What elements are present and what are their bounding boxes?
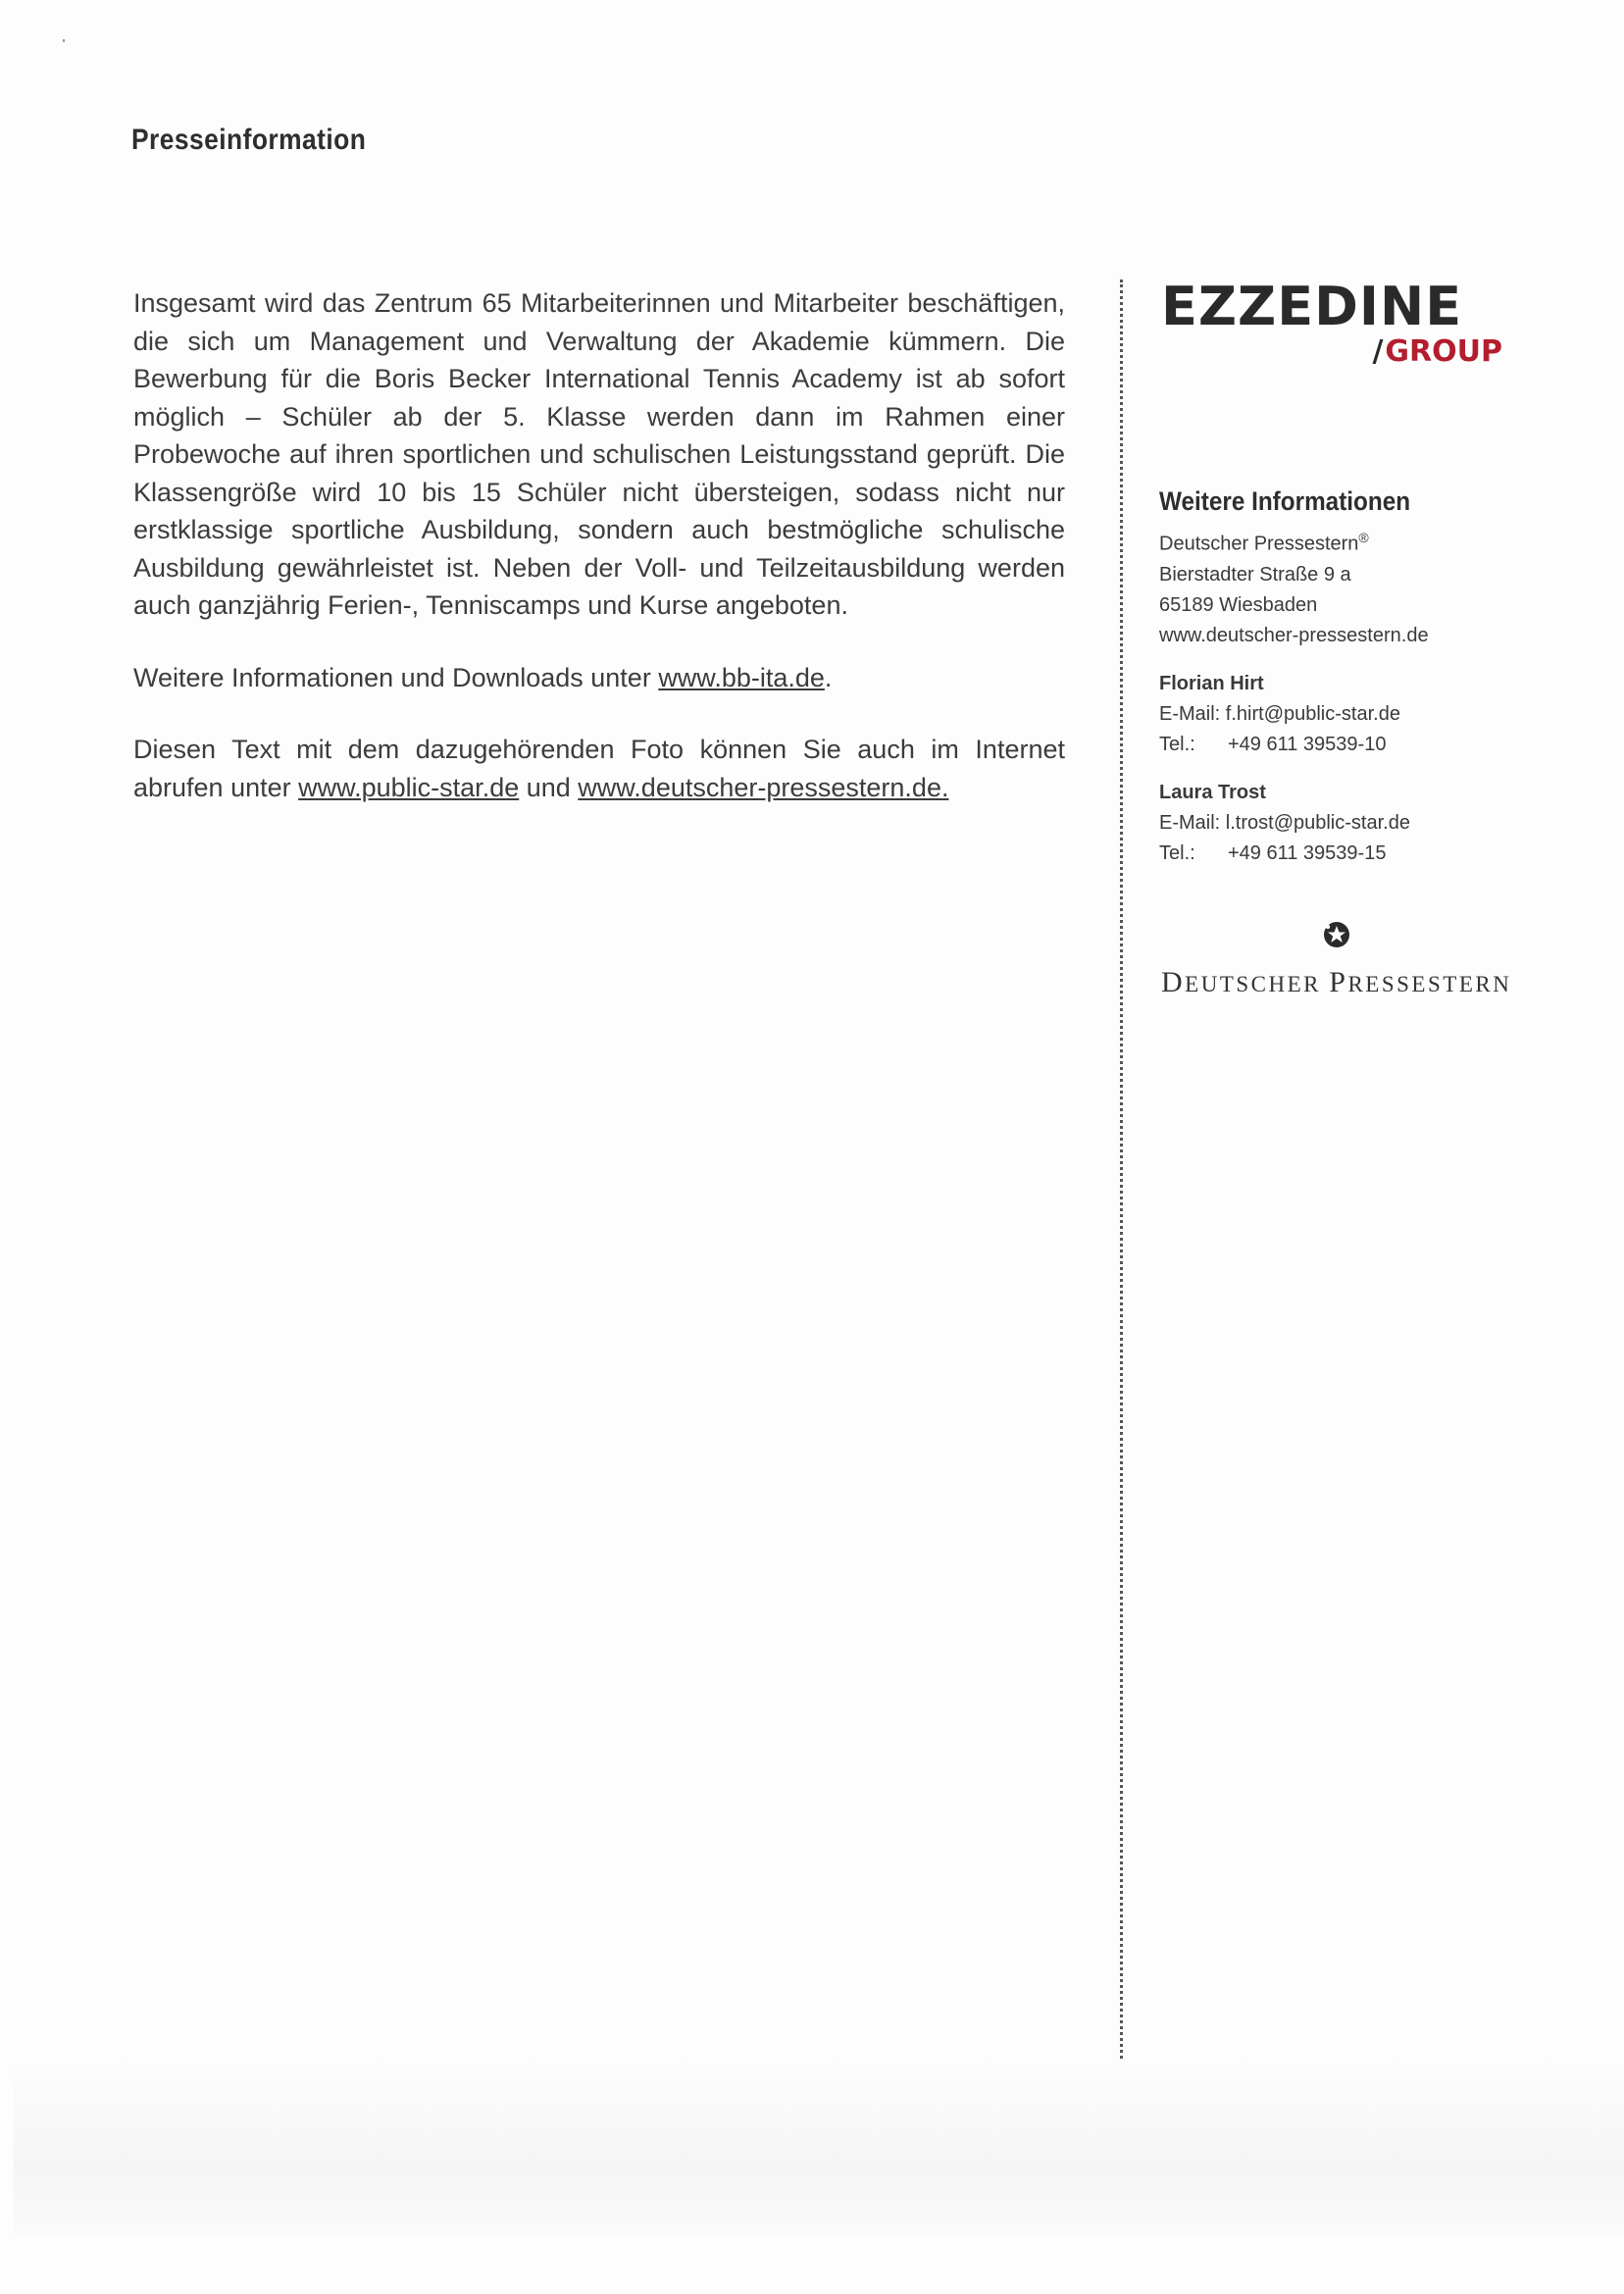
bb-ita-link[interactable]: www.bb-ita.de xyxy=(658,662,825,692)
paragraph-main: Insgesamt wird das Zentrum 65 Mitarbeiterinnen und Mitarbeiter beschäftigen, die sich um Management und Verwaltung der Akademie kümmern. Die Bewerbung für die Boris Becker International Tennis Academy ist ab sofort möglich – Schüler ab der 5. Klasse werden dann im Rahmen einer Probewoche auf ihren sportlichen und schulischen Leistungsstand geprüft. Die Klassengröße wird 10 bis 15 Schüler nicht übersteigen, sodass nicht nur erstklassige sportliche Ausbildung, sondern auch bestmögliche schulische Ausbildung gewährleistet ist. Neben der Voll- und Teilzeitausbildung werden auch ganzjährig Ferien-, Tenniscamps und Kurse angeboten. xyxy=(133,288,1065,620)
wordmark-initial-d: D xyxy=(1161,966,1186,998)
online-mid: und xyxy=(519,772,579,802)
public-star-link[interactable]: www.public-star.de xyxy=(298,772,520,802)
contact-street: Bierstadter Straße 9 a xyxy=(1159,563,1351,586)
registered-mark: ® xyxy=(1358,530,1369,545)
online-text: Diesen Text mit dem dazugehörenden Foto können Sie auch im Internet abrufen unter xyxy=(133,735,1065,802)
wordmark-part-1: EUTSCHER xyxy=(1185,972,1330,996)
contact-web[interactable]: www.deutscher-pressestern.de xyxy=(1159,624,1429,646)
paragraph-downloads xyxy=(133,659,1065,697)
tel-value: +49 611 39539-10 xyxy=(1228,733,1387,755)
page-title: Presseinformation xyxy=(131,124,367,156)
pressestern-wordmark xyxy=(1161,966,1511,999)
contact-city: 65189 Wiesbaden xyxy=(1159,593,1318,616)
body-text xyxy=(133,284,1065,841)
logo-slash: / xyxy=(1372,334,1384,369)
person-email xyxy=(1159,808,1571,839)
tel-label: Tel.: xyxy=(1159,733,1195,755)
person-name: Florian Hirt xyxy=(1159,672,1264,694)
downloads-suffix: . xyxy=(824,662,833,692)
scan-shadow xyxy=(14,2060,1624,2236)
person-email xyxy=(1159,699,1571,730)
logo-group: GROUP xyxy=(1385,334,1502,369)
email-value[interactable]: l.trost@public-star.de xyxy=(1225,811,1410,834)
pressestern-link[interactable]: www.deutscher-pressestern.de. xyxy=(578,772,949,802)
tel-label: Tel.: xyxy=(1159,841,1195,864)
paragraph-online xyxy=(133,731,1065,806)
column-divider xyxy=(1120,280,1123,2069)
email-label: E-Mail: xyxy=(1159,702,1221,725)
ezzedine-logo xyxy=(1161,276,1504,369)
tel-value: +49 611 39539-15 xyxy=(1228,841,1387,864)
person-tel xyxy=(1159,839,1571,869)
email-value[interactable]: f.hirt@public-star.de xyxy=(1225,702,1400,725)
email-label: E-Mail: xyxy=(1159,811,1221,834)
scan-artifact xyxy=(63,39,65,42)
logo-main-text: EZZEDINE xyxy=(1161,276,1463,337)
person-tel xyxy=(1159,730,1571,760)
downloads-text: Weitere Informationen und Downloads unter xyxy=(133,662,659,692)
contact-org xyxy=(1159,523,1571,560)
wordmark-part-2: RESSESTERN xyxy=(1347,972,1512,996)
logo-sub-text xyxy=(1161,335,1504,369)
contact-block xyxy=(1159,485,1571,869)
wordmark-initial-p: P xyxy=(1329,966,1348,998)
contact-title: Weitere Informationen xyxy=(1159,486,1411,516)
star-icon xyxy=(1322,920,1351,949)
person-name: Laura Trost xyxy=(1159,781,1266,803)
contact-org-name: Deutscher Pressestern xyxy=(1159,533,1359,555)
